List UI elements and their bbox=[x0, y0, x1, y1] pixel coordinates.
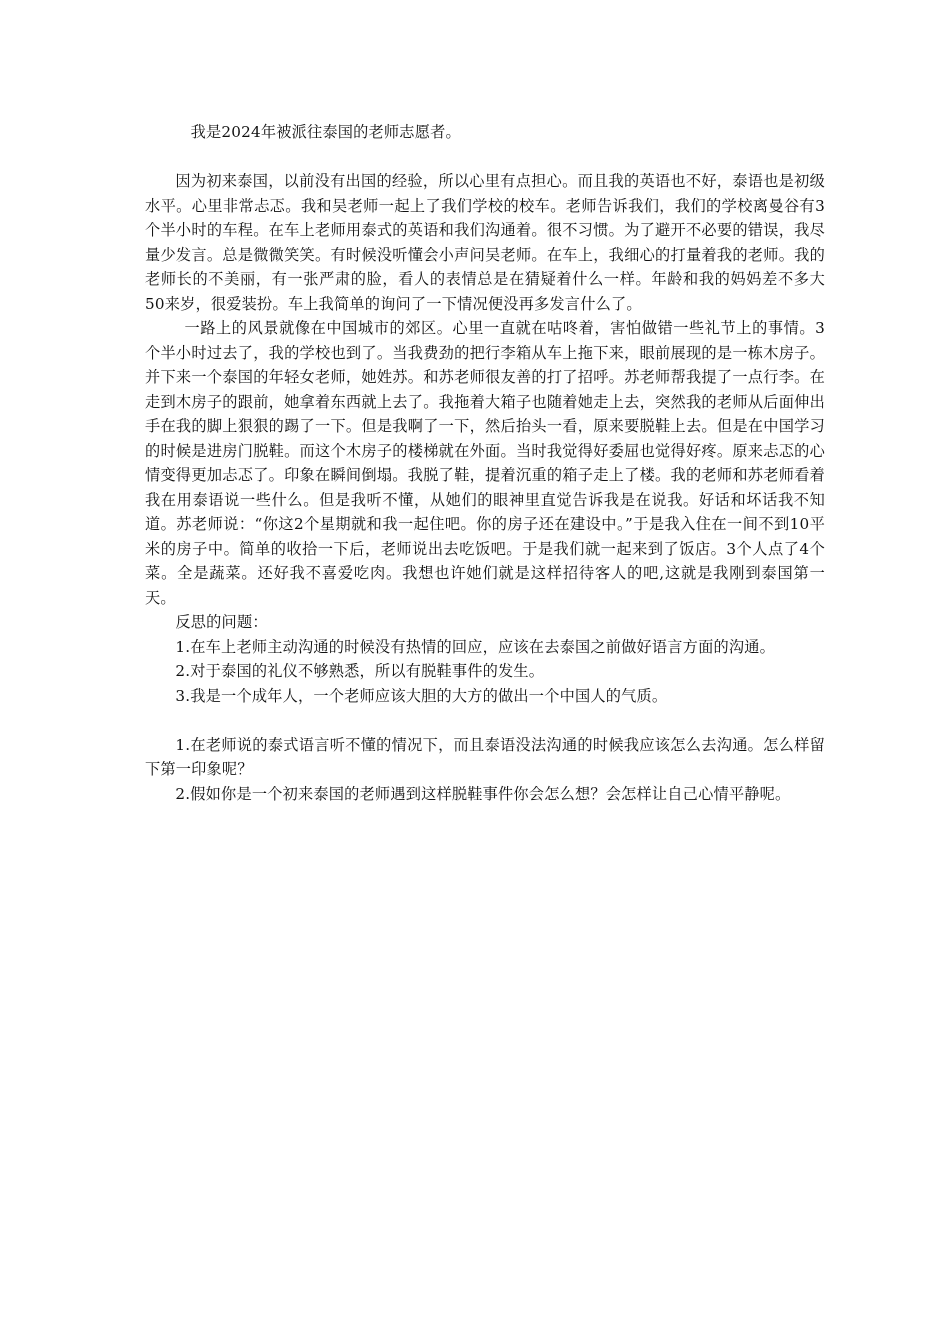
reflection-item-2: 2.对于泰国的礼仪不够熟悉，所以有脱鞋事件的发生。 bbox=[175, 662, 545, 680]
intro-paragraph: 我是2024年被派往泰国的老师志愿者。 bbox=[190, 123, 461, 141]
reflection-item-1: 1.在车上老师主动沟通的时候没有热情的回应，应该在去泰国之前做好语言方面的沟通。 bbox=[175, 637, 776, 656]
document-page bbox=[145, 120, 825, 806]
reflection-item-3: 3.我是一个成年人，一个老师应该大胆的大方的做出一个中国人的气质。 bbox=[175, 686, 668, 705]
body-paragraph-bus: 因为初来泰国，以前没有出国的经验，所以心里有点担心。而且我的英语也不好，泰语也是初级水平。心里非常忐忑。我和吴老师一起上了我们学校的校车。老师告诉我们，我们的学校离曼谷有3个半小时的车程。在车上老师用泰式的英语和我们沟通着。很不习惯。为了避开不必要的错误，我尽量少发言。总是微微笑笑。有时候没听懂会小声问吴老师。在车上，我细心的打量着我的老师。我的老师长的不美丽，有一张严肃的脸，看人的表情总是在猜疑着什么一样。年龄和我的妈妈差不多大50来岁，很爱装扮。车上我简单的询问了一下情况便没再多发言什么了。 bbox=[145, 172, 825, 313]
question-item-1: 1.在老师说的泰式语言听不懂的情况下，而且泰语没法沟通的时候我应该怎么去沟通。怎么样留下第一印象呢？ bbox=[145, 735, 825, 778]
body-paragraph-arrival: 一路上的风景就像在中国城市的郊区。心里一直就在咕咚着，害怕做错一些礼节上的事情。3个半小时过去了，我的学校也到了。当我费劲的把行李箱从车上拖下来，眼前展现的是一栋木房子。并下来一个泰国的年轻女老师，她姓苏。和苏老师很友善的打了招呼。苏老师帮我提了一点行李。在走到木房子的跟前，她拿着东西就上去了。我拖着大箱子也随着她走上去，突然我的老师从后面伸出手在我的脚上狠狠的踢了一下。但是我啊了一下，然后抬头一看，原来要脱鞋上去。但是在中国学习的时候是进房门脱鞋。而这个木房子的楼梯就在外面。当时我觉得好委屈也觉得好疼。原来忐忑的心情变得更加忐忑了。印象在瞬间倒塌。我脱了鞋，提着沉重的箱子走上了楼。我的老师和苏老师看着我在用泰语说一些什么。但是我听不懂，从她们的眼神里直觉告诉我是在说我。好话和坏话我不知道。苏老师说：“你这2个星期就和我一起住吧。你的房子还在建设中。”于是我入住在一间不到10平米的房子中。简单的收拾一下后，老师说出去吃饭吧。于是我们就一起来到了饭店。3个人点了4个菜。全是蔬菜。还好我不喜爱吃肉。我想也许她们就是这样招待客人的吧,这就是我刚到泰国第一天。 bbox=[145, 319, 825, 607]
question-item-2: 2.假如你是一个初来泰国的老师遇到这样脱鞋事件你会怎么想？会怎样让自己心情平静呢。 bbox=[175, 784, 791, 803]
reflection-heading: 反思的问题： bbox=[175, 613, 268, 631]
blank-line bbox=[145, 708, 825, 733]
blank-line bbox=[145, 145, 825, 170]
